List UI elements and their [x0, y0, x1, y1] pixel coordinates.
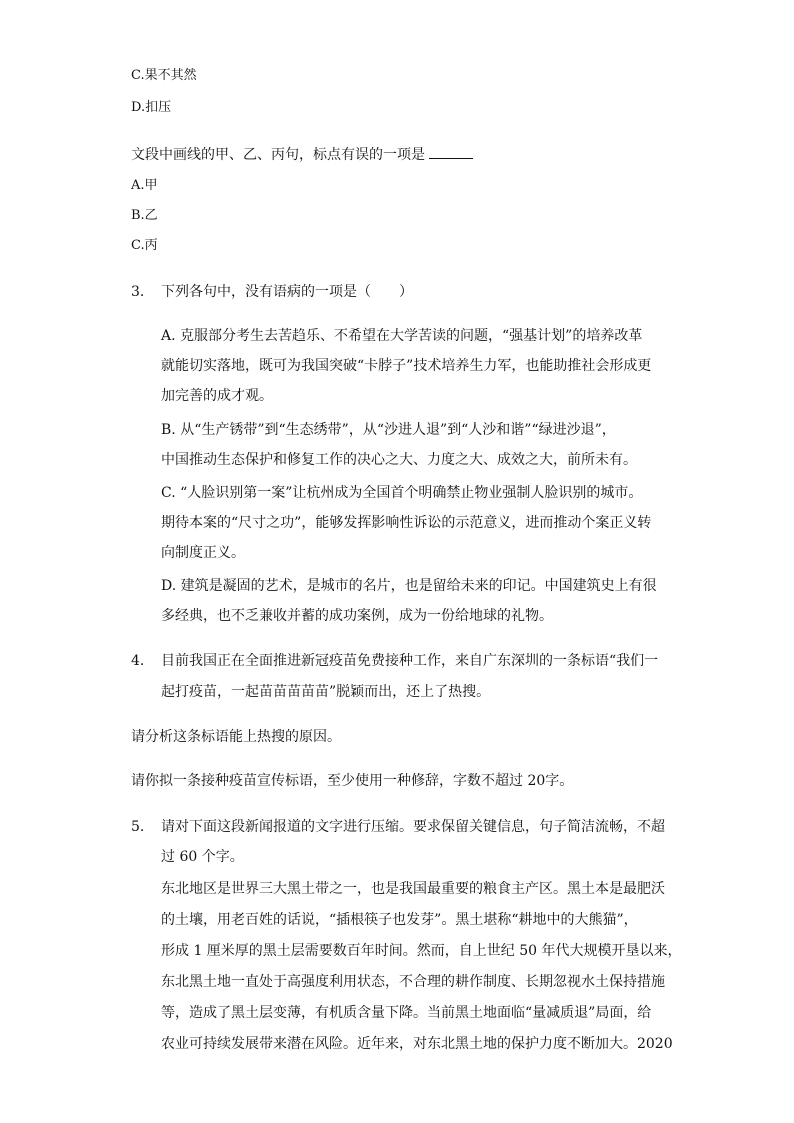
q3-option-a-line-2: 就能切实落地，既可为我国突破“卡脖子”技术培养生力军，也能助推社会形成更 — [161, 358, 652, 374]
passage-line-5: 等，造成了黑土层变薄，有机质含量下降。当前黑土地面临“量减质退”局面，给 — [161, 1005, 652, 1021]
passage-line-4: 东北黑土地一直处于高强度利用状态，不合理的耕作制度、长期忽视水土保持措施 — [161, 974, 665, 990]
question-5-line-2: 过 60 个字。 — [161, 849, 244, 865]
question-text: 文段中画线的甲、乙、丙句，标点有误的一项是 — [131, 147, 425, 163]
passage-line-1: 东北地区是世界三大黑土带之一，也是我国最重要的粮食主产区。黑土本是最肥沃 — [161, 881, 665, 897]
passage-line-6: 农业可持续发展带来潜在风险。近年来，对东北黑土地的保护力度不断加大。2020 — [161, 1036, 673, 1052]
question-4-line-1: 目前我国正在全面推进新冠疫苗免费接种工作，来自广东深圳的一条标语“我们一 — [161, 653, 659, 669]
q3-option-b-line-1: B. 从“生产锈带”到“生态绣带”，从“沙进人退”到“人沙和谐”“绿进沙退”， — [161, 422, 616, 438]
punctuation-question-stem — [131, 146, 473, 164]
question-3-number: 3. — [131, 284, 145, 300]
passage-line-3: 形成 1 厘米厚的黑土层需要数百年时间。然而，自上世纪 50 年代大规模开垦以来， — [161, 943, 682, 959]
q3-option-a-line-3: 加完善的成才观。 — [161, 388, 273, 404]
question-4-subquestion-1: 请分析这条标语能上热搜的原因。 — [131, 729, 341, 745]
q3-option-d-line-2: 多经典，也不乏兼收并蓄的成功案例，成为一份给地球的礼物。 — [161, 608, 553, 624]
q3-option-c-line-2: 期待本案的“尺寸之功”，能够发挥影响性诉讼的示范意义，进而推动个案正义转 — [161, 515, 652, 531]
passage-line-2: 的土壤，用老百姓的话说，“插根筷子也发芽”。黑土堪称“耕地中的大熊猫”， — [161, 912, 638, 928]
question-4-number: 4. — [131, 653, 145, 669]
q3-option-b-line-2: 中国推动生态保护和修复工作的决心之大、力度之大、成效之大，前所未有。 — [161, 452, 637, 468]
q3-option-c-line-1: C. “人脸识别第一案”让杭州成为全国首个明确禁止物业强制人脸识别的城市。 — [161, 485, 643, 501]
option-a: A.甲 — [131, 178, 158, 193]
option-c: C.丙 — [131, 238, 158, 253]
q3-option-d-line-1: D. 建筑是凝固的艺术，是城市的名片，也是留给未来的印记。中国建筑史上有很 — [161, 578, 657, 594]
q3-option-a-line-1: A. 克服部分考生去苦趋乐、不希望在大学苦读的问题，“强基计划”的培养改革 — [161, 328, 643, 344]
option-c-prev: C.果不其然 — [131, 68, 197, 83]
answer-blank — [429, 146, 473, 159]
q3-option-c-line-3: 向制度正义。 — [161, 545, 245, 561]
question-5-line-1: 请对下面这段新闻报道的文字进行压缩。要求保留关键信息，句子简洁流畅，不超 — [161, 819, 665, 835]
question-3-stem: 下列各句中，没有语病的一项是（ ） — [161, 284, 413, 300]
question-5-number: 5. — [131, 819, 145, 835]
question-4-line-2: 起打疫苗，一起苗苗苗苗苗”脱颖而出，还上了热搜。 — [161, 684, 491, 700]
option-d-prev: D.扣压 — [131, 100, 172, 115]
option-b: B.乙 — [131, 208, 158, 223]
question-4-subquestion-2: 请你拟一条接种疫苗宣传标语，至少使用一种修辞，字数不超过 20字。 — [131, 773, 574, 789]
